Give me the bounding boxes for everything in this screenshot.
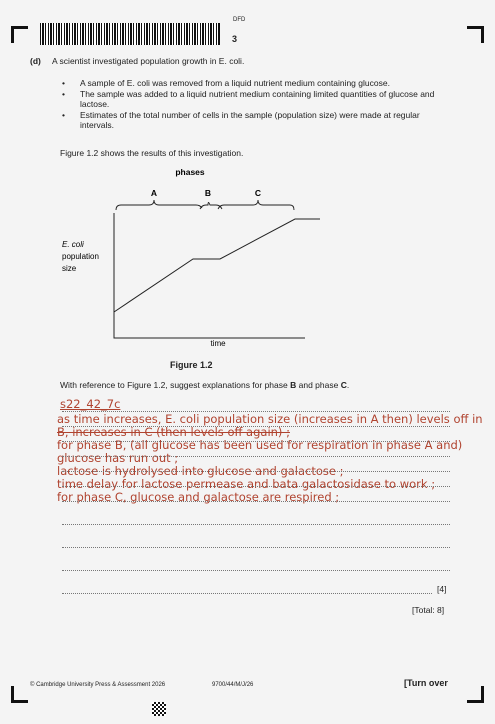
prompt-phase-c: C bbox=[340, 380, 347, 390]
answer-rule bbox=[62, 524, 450, 525]
marks: [4] bbox=[437, 584, 447, 594]
page-number: 3 bbox=[232, 34, 238, 44]
answer-line: for phase B, (all glucose has been used for respiration in phase A and) bbox=[57, 438, 463, 452]
answer-rule bbox=[62, 570, 450, 571]
total-marks: [Total: 8] bbox=[412, 605, 445, 615]
bullet-list bbox=[60, 78, 440, 131]
answer-line: lactose is hydrolysed into glucose and galactose ; bbox=[57, 464, 344, 478]
corner-mark-bottom-left bbox=[11, 686, 28, 703]
phase-label-c: C bbox=[254, 188, 262, 198]
answer-rule bbox=[62, 411, 450, 412]
answer-rule bbox=[62, 426, 450, 427]
prompt-text: and phase bbox=[296, 380, 341, 390]
brace-phase-c bbox=[218, 200, 294, 210]
bullet-text: Estimates of the total number of cells in the sample (population size) were made at regular intervals. bbox=[80, 110, 420, 130]
answer-line: time delay for lactose permease and bata galactosidase to work ; bbox=[57, 477, 436, 491]
bullet-text: A sample of E. coli was removed from a liquid nutrient medium containing glucose. bbox=[80, 78, 390, 88]
qr-code bbox=[152, 702, 166, 716]
population-curve bbox=[114, 219, 320, 312]
y-label-line: population bbox=[62, 252, 99, 261]
list-item: • Estimates of the total number of cells in the sample (population size) were made at regular intervals. bbox=[62, 110, 420, 130]
answer-rule bbox=[62, 441, 450, 442]
brace-phase-a bbox=[116, 200, 202, 210]
answer-rule bbox=[62, 471, 450, 472]
phase-label-b: B bbox=[204, 188, 212, 198]
prompt-text: With reference to Figure 1.2, suggest explanations for phase bbox=[60, 380, 291, 390]
turn-over: [Turn over bbox=[404, 678, 448, 688]
answer-rule bbox=[62, 486, 450, 487]
answer-rule bbox=[62, 501, 450, 502]
paper-code: 9700/44/M/J/26 bbox=[212, 682, 254, 688]
answer-rule bbox=[62, 547, 450, 548]
corner-mark-top-right bbox=[467, 26, 484, 43]
figure-reference: Figure 1.2 shows the results of this investigation. bbox=[60, 148, 244, 158]
list-item: • The sample was added to a liquid nutrient medium containing limited quantities of glucose and lactose. bbox=[62, 89, 435, 109]
answer-line: as time increases, E. coli population size (increases in A then) levels off in bbox=[57, 412, 483, 426]
question-intro: A scientist investigated population growth in E. coli. bbox=[52, 56, 245, 66]
header-code: DFD bbox=[233, 17, 246, 23]
prompt-phase-b: B bbox=[290, 380, 297, 390]
answer-reference: s22_42_7c bbox=[60, 397, 121, 411]
answer-line: B, increases in C (then levels off again) ; bbox=[57, 425, 290, 439]
question-prompt bbox=[60, 380, 349, 391]
y-label-line: E. coli bbox=[62, 240, 84, 249]
answer-rule bbox=[62, 593, 432, 594]
phase-label-a: A bbox=[150, 188, 158, 198]
answer-line: glucose has run out ; bbox=[57, 451, 179, 465]
axes bbox=[114, 213, 305, 338]
copyright: © Cambridge University Press & Assessment 2026 bbox=[30, 682, 166, 688]
x-axis-label: time bbox=[210, 339, 226, 348]
question-label: (d) bbox=[30, 56, 41, 66]
corner-mark-bottom-right bbox=[467, 686, 484, 703]
answer-line: for phase C, glucose and galactose are respired ; bbox=[57, 490, 340, 504]
figure-caption: Figure 1.2 bbox=[170, 360, 213, 370]
list-item: • A sample of E. coli was removed from a liquid nutrient medium containing glucose. bbox=[62, 78, 390, 88]
answer-rule bbox=[62, 456, 450, 457]
corner-mark-top-left bbox=[11, 26, 28, 43]
bullet-text: The sample was added to a liquid nutrient medium containing limited quantities of glucose and lactose. bbox=[80, 89, 435, 109]
phases-title: phases bbox=[175, 167, 205, 177]
figure-1-2-graph bbox=[50, 163, 350, 358]
y-label-line: size bbox=[62, 264, 77, 273]
barcode bbox=[40, 23, 220, 45]
prompt-text: . bbox=[346, 380, 350, 390]
